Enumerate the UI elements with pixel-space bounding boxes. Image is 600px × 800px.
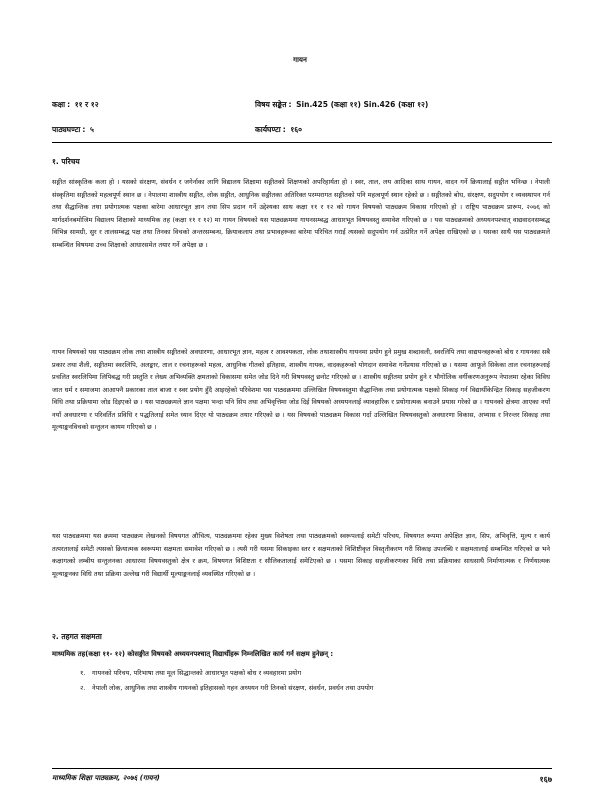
section-1-heading: १. परिचय xyxy=(52,157,80,166)
subject-code-info: विषय सङ्केत : Sin.425 (कक्षा ११) Sin.426 (कक्षा १२) xyxy=(255,100,429,109)
list-item-number: १. xyxy=(80,669,86,677)
credit-hour-info: पाठ्यघण्टा : ५ xyxy=(52,125,94,134)
intro-paragraph-1: सङ्गीत सांस्कृतिक कला हो । यसको संरक्षण, संवर्धन र जगेर्नाका लागि विद्यालय शिक्षामा सङ्गीतको शिक्षणको अपरिहार्यता हो । स्वर, ताल, लय आदिका साथ गायन, वादन गर्ने क्रियालाई सङ्गीत भनिन्छ । नेपाली संस्कृतिमा सङ्गीतको महत्वपूर्ण स्थान छ । नेपालमा शास्त्रीय सङ्गीत, लोक सङ्गीत, आधुनिक सङ्गीतका अतिरिक्त परम्परागत सङ्गीतको पनि महत्वपूर्ण स्थान रहेको छ । सङ्गीतको बोध, संरक्षण, सदुपयोग र व्यवस्थापन गर्न तथा सैद्धान्तिक तथा प्रयोगात्मक पक्षका बारेमा आधारभूत ज्ञान तथा सिप प्रदान गर्ने उद्देश्यका साथ कक्षा ११ र १२ को गायन विषयको पाठ्यक्रम विकास गरिएको हो । राष्ट्रिय पाठ्यक्रम प्रारूप, २०७६ को मार्गदर्शनबमोजिम विद्यालय शिक्षाको माध्यमिक तह (कक्षा ११ र १२) मा गायन विषयको यस पाठ्यक्रममा गायनसम्बद्ध आधारभूत विषयवस्तु समावेश गरिएको छ । यस पाठ्यक्रमको अध्ययनपश्चात् वाद्यवादनसम्बद्ध विभिन्न सामग्री, सुर र तालसम्बद्ध पक्ष तथा तिनका विचको अन्तरसम्बन्ध, क्रियाकलाप तथा प्रभावहरूका बारेमा परिचित गराई त्यसको सदुपयोग गर्न उत्प्रेरित गर्ने अपेक्षा राखिएको छ । यसका साथै यस पाठ्यक्रमले सम्बन्धित विषयमा उच्च शिक्षाको आधारसमेत तयार गर्ने अपेक्षा छ । xyxy=(52,178,550,249)
list-item-number: २. xyxy=(80,684,86,692)
credit-hour-value: ५ xyxy=(89,125,94,134)
subject-code-value: Sin.425 (कक्षा ११) Sin.426 (कक्षा १२) xyxy=(296,100,429,109)
page-number: १६७ xyxy=(539,775,552,784)
competency-intro: माध्यमिक तह(कक्षा ११- १२) कोसङ्गीत विषयको अध्ययनपश्चात् विद्यार्थीहरू निम्नलिखित कार्य गर्न सक्षम हुनेछन् : xyxy=(52,650,334,658)
credit-hour-label: पाठ्यघण्टा xyxy=(52,125,81,134)
work-hour-value: १६० xyxy=(290,125,303,134)
list-item-text: नेपाली लोक, आधुनिक तथा शास्त्रीय गायनको इतिहासको गहन अध्ययन गरी तिनको संरक्षण, संवर्धन, प्रवर्धन तथा उपयोग xyxy=(92,684,374,692)
work-hour-label: कार्यघण्टा xyxy=(255,125,281,134)
list-item xyxy=(52,668,552,679)
class-info: कक्षा : ११ र १२ xyxy=(52,100,99,109)
intro-paragraph-2: गायन विषयको यस पाठ्यक्रम लोक तथा शास्त्रीय सङ्गीतको अवधारणा, आधारभूत ज्ञान, महत्व र आवश्यकता, लोक तथाशास्त्रीय गायनमा प्रयोग हुने प्रमुख शब्दावली, स्वरलिपि तथा वाद्ययन्त्रहरूको बोध र गायनका सबै प्रकार तथा शैली, सङ्गीतमा स्वरलिपि, अलङ्कार, ताल र रचनाहरूको महत्व, आधुनिक गीतको इतिहास, शास्त्रीय गायक, वादकहरूको योगदान समावेश गर्नेप्रयास गरिएको छ । यसमा आफूले सिकेका ताल रचनाहरूलाई प्रचलित स्वरलिपिमा लिपिबद्ध गरी प्रस्तुति र लेख्य अभिव्यक्ति क्षमताको विकासमा समेत जोड दिने गरी विषयवस्तु छनोट गरिएको छ । शास्त्रीय सङ्गीतमा प्रयोग हुने र भौगोलिक वर्गीकरणअनुरूप नेपालमा रहेका विविध जात धर्म र समाजमा आआफ्नै प्रकारका ताल बाजा र स्वर प्रयोग हुँदै आइरहेको परिवेशमा यस पाठ्यक्रममा उल्लिखित विषयवस्तुमा सैद्धान्तिक तथा प्रयोगात्मक पक्षको सिकाइ गर्न विद्यार्थीकेन्द्रित सिकाइ सहजीकरण विधि तथा प्रक्रियामा जोड दिइएको छ । यस पाठ्यक्रमले ज्ञान पक्षमा भन्दा पनि सिप तथा अभिवृत्तिमा जोड दिई विषयको अध्ययनलाई व्यावहारिक र प्रयोगात्मक बनाउने प्रयास गरेको छ । गायनको क्षेत्रमा आएका नयाँ नयाँ अवधारणा र परिवर्तित प्रविधि र पद्धतिलाई समेत ध्यान दिएर यो पाठ्यक्रम तयार गरिएको छ । यस विषयको पाठ्यक्रम विकास गर्दा उल्लिखित विषयवस्तुको अवधारणा विकास, अभ्यास र निरन्तर सिकाइ तथा मूल्याङ्कनविचको सन्तुलन कायम गरिएको छ । xyxy=(52,348,550,431)
class-value: ११ र १२ xyxy=(74,100,99,109)
section-2-heading: २. तहगत सक्षमता xyxy=(52,632,102,641)
subject-code-label: विषय सङ्केत xyxy=(255,100,287,109)
page-footer xyxy=(52,774,552,785)
intro-paragraph-3: यस पाठ्यक्रममा यस क्रममा पाठ्यक्रम लेखनको विषयगत औचित्य, पाठ्यक्रममा रहेका मुख्य विशेषता तथा पाठ्यक्रमको स्वरूपलाई समेटी परिचय, विषयगत रूपमा अपेक्षित ज्ञान, सिप, अभिवृत्ति, मूल्य र कार्य तत्परतालाई समेटी त्यसको क्रियात्मक स्वरूपमा सक्षमता समावेश गरिएको छ । त्यसै गरी यसमा सिकाइका स्तर र सक्षमताको विशिष्टीकृत विस्तृतीकरण गरी सिकाइ उपलब्धि र सक्षमतालाई सम्बन्धित गरिएको छ भने कक्षागत्को लम्बीय सन्तुलनका आधारमा विषयवस्तुको क्षेत्र र क्रम, विषयगत विशिष्टता र सौलिकतालाई समेटिएको छ । यसमा सिकाइ सहजीकरणका विधि तथा प्रक्रियाका साधसाथै निर्माणात्मक र निर्णयात्मक मूल्याङ्कनका विधि तथा प्रक्रिया उल्लेख गरी विद्यार्थी मूल्याङ्कनलाई व्यवस्थित गरिएको छ । xyxy=(52,532,550,578)
footer-title: माध्यमिक शिक्षा पाठ्यक्रम, २०७६ (गायन) xyxy=(52,774,160,782)
header-divider xyxy=(52,142,552,143)
competency-list xyxy=(52,668,552,698)
footer-divider xyxy=(52,768,552,769)
list-item-text: गायनको परिचय, परिभाषा तथा मूल सिद्धान्तको आधारभूत पक्षको बोध र व्यवहारमा प्रयोग xyxy=(92,669,302,677)
page-title: गायन xyxy=(293,56,307,64)
list-item xyxy=(52,683,552,694)
class-label: कक्षा xyxy=(52,100,66,109)
work-hour-info: कार्यघण्टा : १६० xyxy=(255,125,303,134)
